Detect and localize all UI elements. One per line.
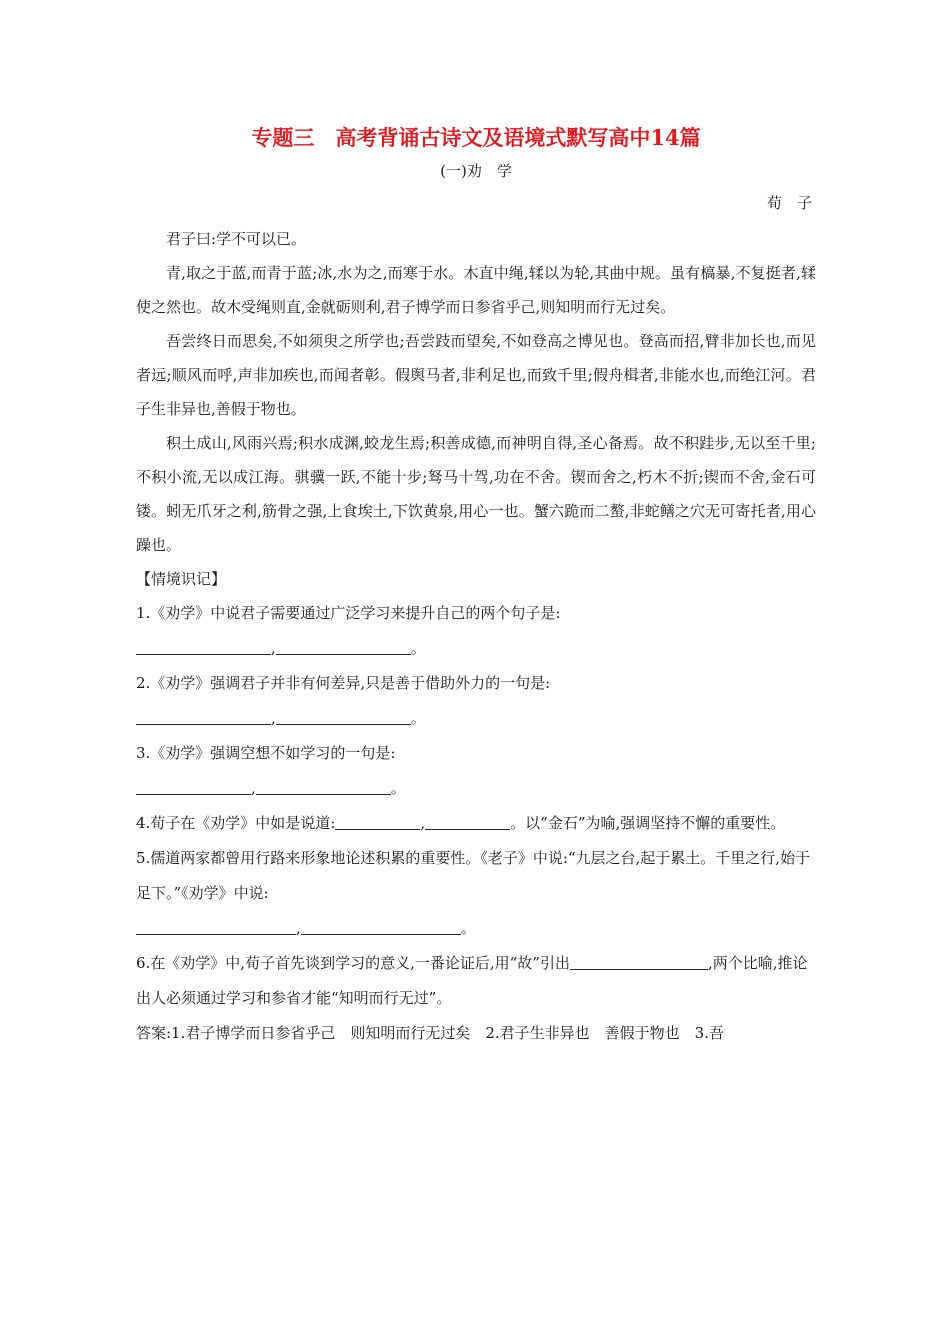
blank[interactable] xyxy=(570,951,708,970)
blank[interactable] xyxy=(276,706,411,725)
document-page xyxy=(136,118,816,1050)
author: 荀 子 xyxy=(766,194,812,212)
answer-key: 答案:1.君子博学而日参省乎己 则知明而行无过矣 2.君子生非异也 善假于物也 3.吾 xyxy=(136,1024,724,1042)
blank[interactable] xyxy=(136,776,251,795)
question-4 xyxy=(136,806,816,841)
blank[interactable] xyxy=(136,916,296,935)
blank[interactable] xyxy=(335,811,420,830)
question-5: 5.儒道两家都曾用行路来形象地论述积累的重要性。《老子》中说:“九层之台,起于累土。千里之行,始于足下。”《劝学》中说: xyxy=(136,849,811,902)
answer-blanks-1 xyxy=(136,631,816,666)
period: 。 xyxy=(390,779,406,797)
question-4-prefix: 4.荀子在《劝学》中如是说道: xyxy=(136,814,336,832)
blank[interactable] xyxy=(425,811,510,830)
comma: , xyxy=(271,709,276,727)
question-6-prefix: 6.在《劝学》中,荀子首先谈到学习的意义,一番论证后,用“故”引出 xyxy=(136,954,570,972)
blank[interactable] xyxy=(276,636,411,655)
question-1: 1.《劝学》中说君子需要通过广泛学习来提升自己的两个句子是: xyxy=(136,604,561,622)
question-6-suffix: ,两个比喻,推论出人必须通过学习和参省才能“知明而行无过”。 xyxy=(136,954,808,1007)
page-title: 专题三 高考背诵古诗文及语境式默写高中14篇 xyxy=(251,125,701,150)
period: 。 xyxy=(410,639,426,657)
period: 。 xyxy=(460,919,476,937)
answer-blanks-5 xyxy=(136,911,816,946)
answer-blanks-3 xyxy=(136,771,816,806)
question-2: 2.《劝学》强调君子并非有何差异,只是善于借助外力的一句是: xyxy=(136,674,551,692)
comma: , xyxy=(251,779,256,797)
answer-blanks-2 xyxy=(136,701,816,736)
section-heading: 【情境识记】 xyxy=(136,570,227,588)
paragraph-4: 积土成山,风雨兴焉;积水成渊,蛟龙生焉;积善成德,而神明自得,圣心备焉。故不积跬步,无以至千里;不积小流,无以成江海。骐骥一跃,不能十步;驽马十驾,功在不舍。锲而舍之,朽木不折;锲而不舍,金石可镂。蚓无爪牙之利,筋骨之强,上食埃土,下饮黄泉,用心一也。蟹六跪而二螯,非蛇鳝之穴无可寄托者,用心躁也。 xyxy=(136,434,816,554)
blank[interactable] xyxy=(136,636,271,655)
question-6 xyxy=(136,946,816,1016)
comma: , xyxy=(271,639,276,657)
question-4-suffix: 。以“金石”为喻,强调坚持不懈的重要性。 xyxy=(510,814,786,832)
comma: , xyxy=(296,919,301,937)
blank[interactable] xyxy=(136,706,271,725)
blank[interactable] xyxy=(301,916,461,935)
period: 。 xyxy=(410,709,426,727)
question-3: 3.《劝学》强调空想不如学习的一句是: xyxy=(136,744,396,762)
paragraph-1: 君子曰:学不可以已。 xyxy=(166,230,307,248)
paragraph-2: 青,取之于蓝,而青于蓝;冰,水为之,而寒于水。木直中绳,𫐓以为轮,其曲中规。虽有槁暴,不复挺者,𫐓使之然也。故木受绳则直,金就砺则利,君子博学而日参省乎己,则知明而行无过矣。 xyxy=(136,264,816,316)
paragraph-3: 吾尝终日而思矣,不如须臾之所学也;吾尝跂而望矣,不如登高之博见也。登高而招,臂非加长也,而见者远;顺风而呼,声非加疾也,而闻者彰。假舆马者,非利足也,而致千里;假舟楫者,非能水也,而绝江河。君子生非异也,善假于物也。 xyxy=(136,332,816,418)
comma: , xyxy=(420,814,426,832)
text-subtitle: (一)劝 学 xyxy=(440,162,512,180)
blank[interactable] xyxy=(256,776,391,795)
